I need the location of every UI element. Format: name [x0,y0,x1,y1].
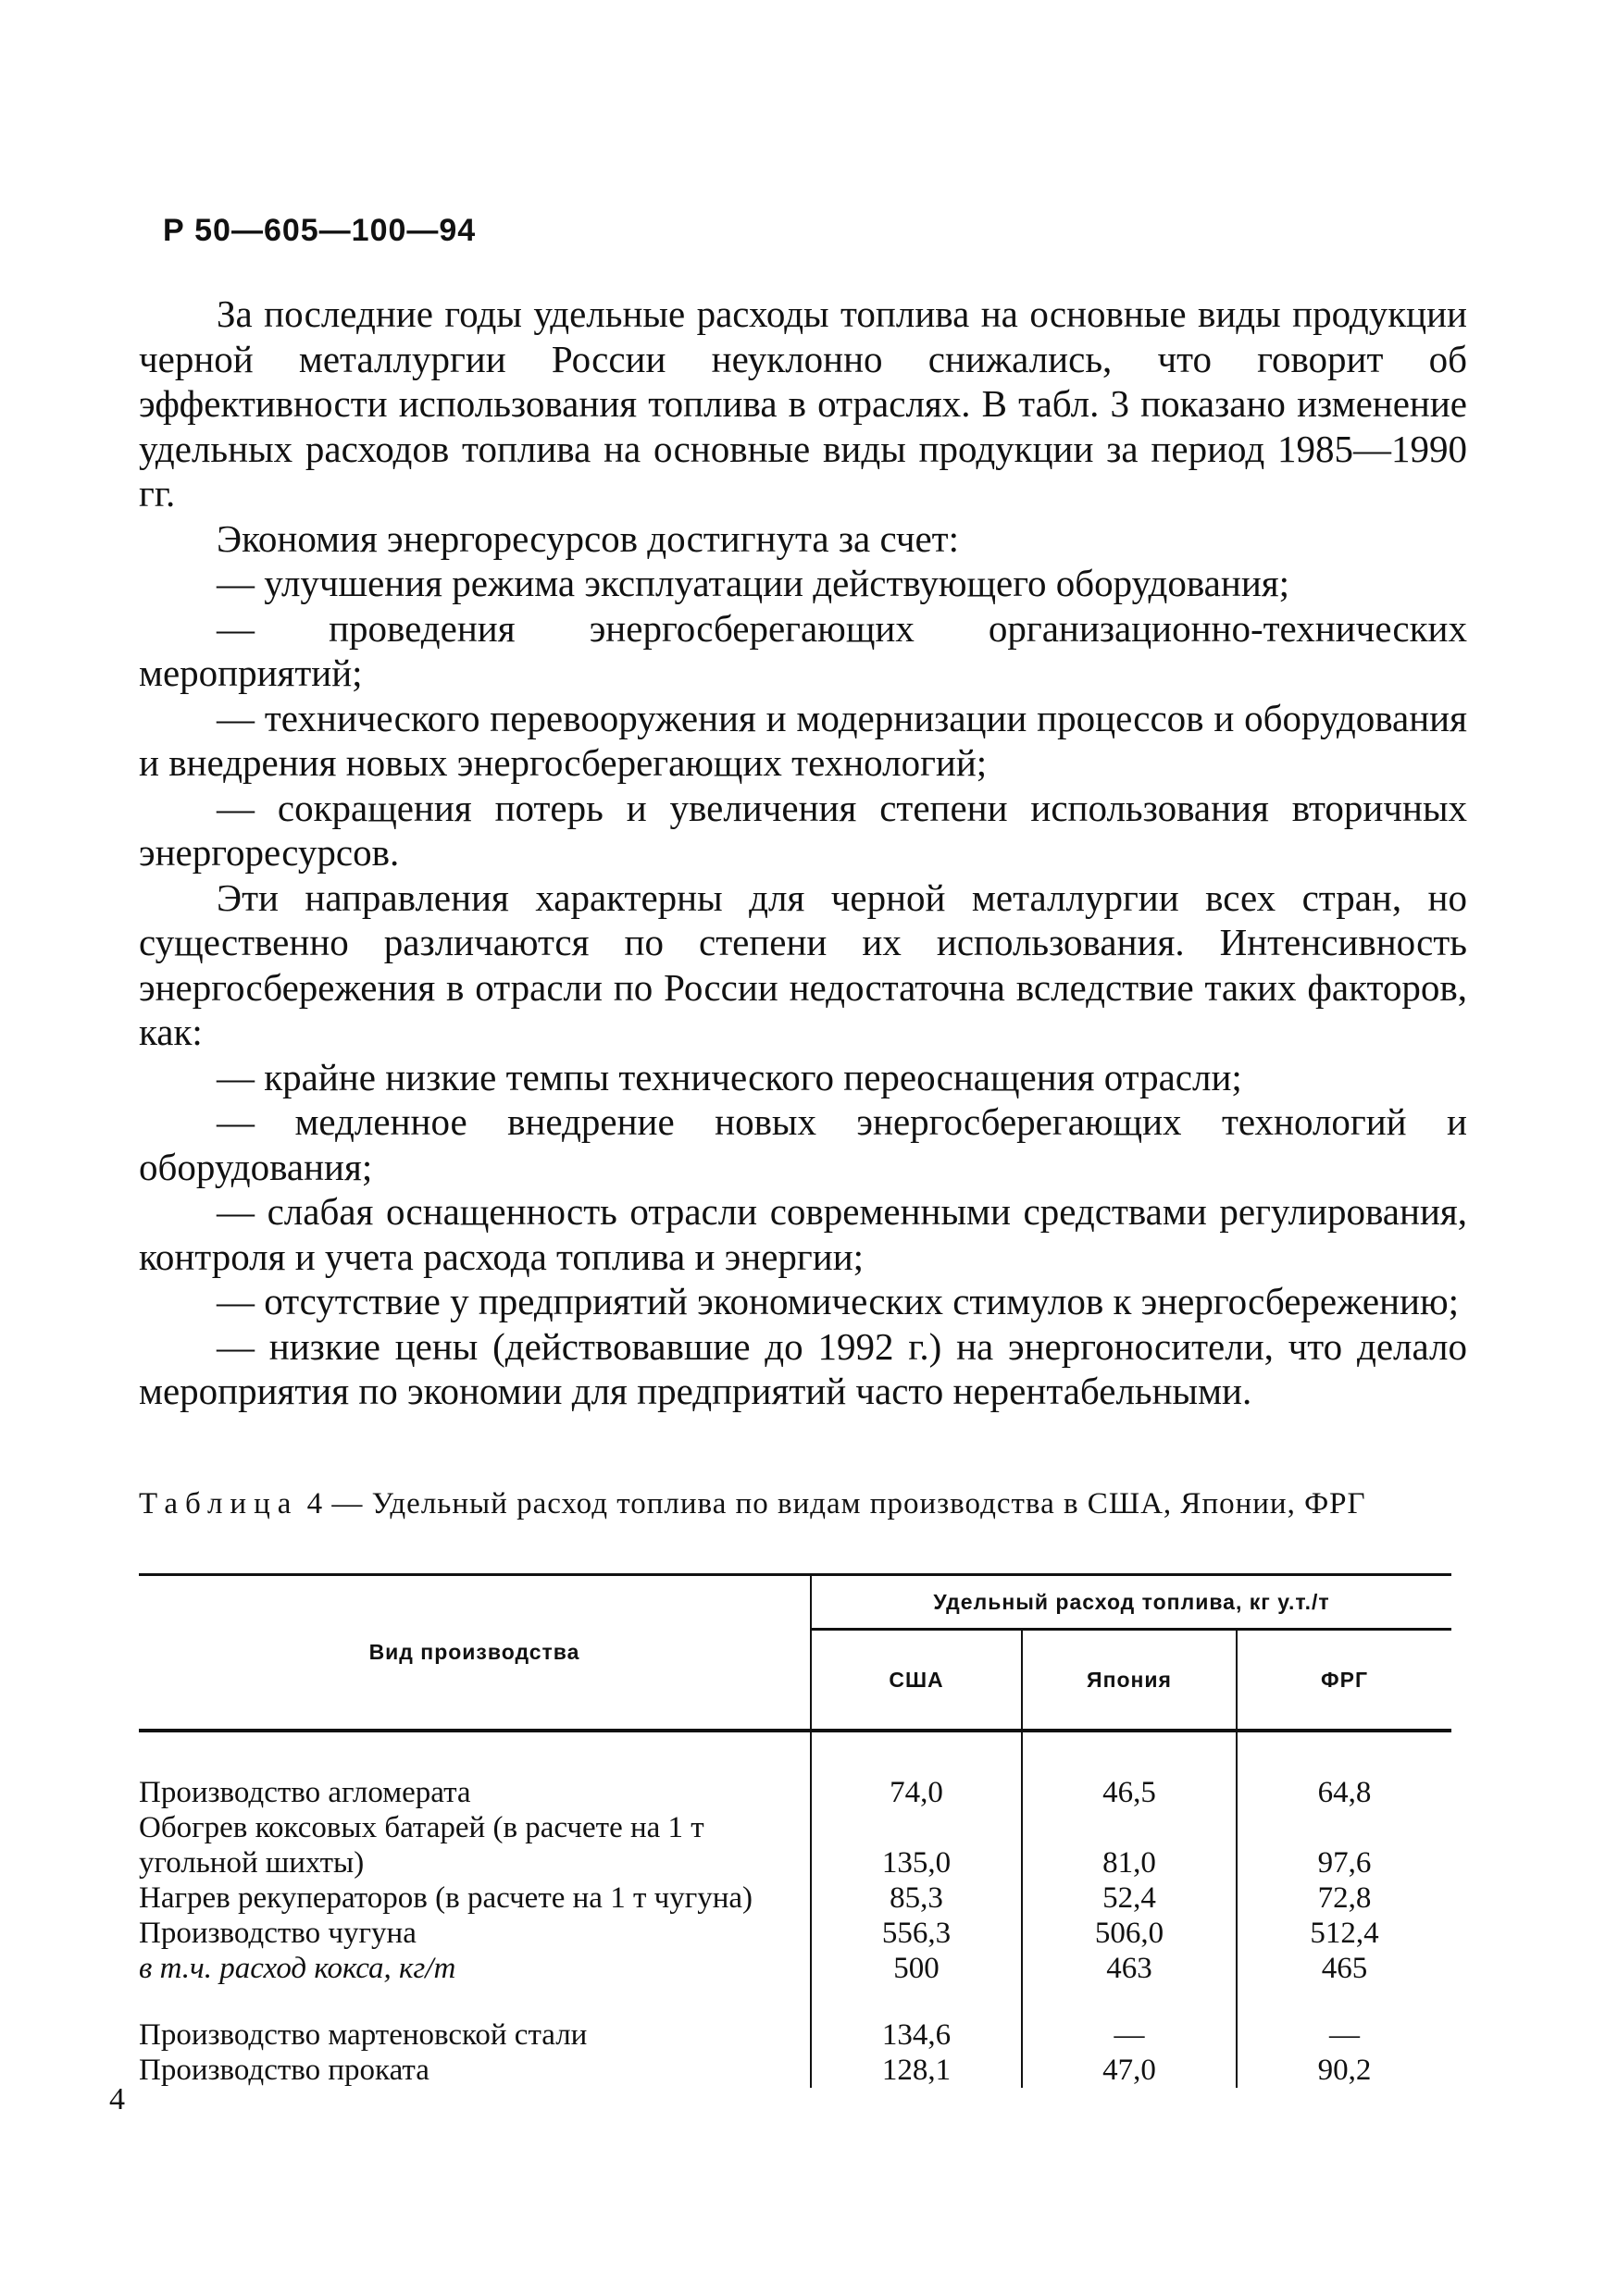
cell-usa: 134,6 [811,1986,1022,2053]
row-name: в т.ч. расход кокса, кг/т [139,1952,456,1985]
column-header-usa: США [811,1630,1022,1731]
row-header: Вид производства [139,1575,811,1731]
table-caption-text: 4 — Удельный расход топлива по видам производства в США, Японии, ФРГ [306,1487,1366,1520]
cell-usa: 135,0 [811,1810,1022,1880]
cell-frg: 90,2 [1237,2053,1451,2088]
cell-frg: 512,4 [1237,1916,1451,1951]
list-item: — крайне низкие темпы технического переоснащения отрасли; [217,1055,1242,1098]
cell-japan: 463 [1022,1951,1237,1986]
fuel-consumption-table [139,1573,1451,2088]
paragraph: Эти направления характерны для черной металлургии всех стран, но существенно различаются по степени их использования. Интенсивность энергосбережения в отрасли по России недостаточна вследствие таких факторов, как: [139,875,1467,1053]
cell-frg: 465 [1237,1951,1451,1986]
document-code: Р 50—605—100—94 [163,213,477,248]
cell-frg: 72,8 [1237,1880,1451,1916]
table-row [139,1810,1451,1880]
cell-frg: 64,8 [1237,1731,1451,1810]
row-name: Производство чугуна [139,1917,417,1950]
list-item: — проведения энергосберегающих организационно-технических мероприятий; [139,606,1467,694]
table-caption [139,1485,1467,1522]
column-header-frg: ФРГ [1237,1630,1451,1731]
row-name: Нагрев рекуператоров (в расчете на 1 т чугуна) [139,1881,753,1915]
list-item: — слабая оснащенность отрасли современными средствами регулирования, контроля и учета расхода топлива и энергии; [139,1190,1467,1278]
table-row [139,1986,1451,2053]
cell-usa: 128,1 [811,2053,1022,2088]
row-name: Производство проката [139,2054,429,2087]
column-header-japan: Япония [1022,1630,1237,1731]
row-name: Производство мартеновской стали [139,2018,588,2052]
table-row [139,1916,1451,1951]
cell-japan: — [1022,1986,1237,2053]
row-name: Производство агломерата [139,1776,471,1809]
row-name: Обогрев коксовых батарей (в расчете на 1 т угольной шихты) [139,1811,704,1880]
page-number: 4 [109,2082,125,2116]
cell-japan: 47,0 [1022,2053,1237,2088]
list-item: — улучшения режима эксплуатации действующего оборудования; [217,562,1290,604]
cell-usa: 85,3 [811,1880,1022,1916]
cell-japan: 81,0 [1022,1810,1237,1880]
list-item: — отсутствие у предприятий экономических стимулов к энергосбережению; [217,1280,1459,1322]
group-header: Удельный расход топлива, кг у.т./т [811,1575,1451,1630]
list-item: — медленное внедрение новых энергосберегающих технологий и оборудования; [139,1100,1467,1188]
table-row [139,2053,1451,2088]
cell-usa: 556,3 [811,1916,1022,1951]
cell-japan: 46,5 [1022,1731,1237,1810]
cell-usa: 500 [811,1951,1022,1986]
cell-frg: — [1237,1986,1451,2053]
paragraph: Экономия энергоресурсов достигнута за счет: [217,516,959,560]
body-text [139,292,1467,1414]
cell-japan: 506,0 [1022,1916,1237,1951]
table-caption-lead: Таблица [139,1487,299,1520]
table-row [139,1951,1451,1986]
list-item: — технического перевооружения и модернизации процессов и оборудования и внедрения новых энергосберегающих технологий; [139,696,1467,784]
list-item: — низкие цены (действовавшие до 1992 г.) на энергоносители, что делало мероприятия по экономии для предприятий часто нерентабельными. [139,1324,1467,1412]
table-row [139,1880,1451,1916]
cell-japan: 52,4 [1022,1880,1237,1916]
cell-frg: 97,6 [1237,1810,1451,1880]
table-row [139,1731,1451,1810]
paragraph: За последние годы удельные расходы топлива на основные виды продукции черной металлургии России неуклонно снижались, что говорит об эффективности использования топлива в отраслях. В табл. 3 показано изменение удельных расходов топлива на основные виды продукции за период 1985—1990 гг. [139,292,1467,515]
cell-usa: 74,0 [811,1731,1022,1810]
list-item: — сокращения потерь и увеличения степени использования вторичных энергоресурсов. [139,786,1467,874]
